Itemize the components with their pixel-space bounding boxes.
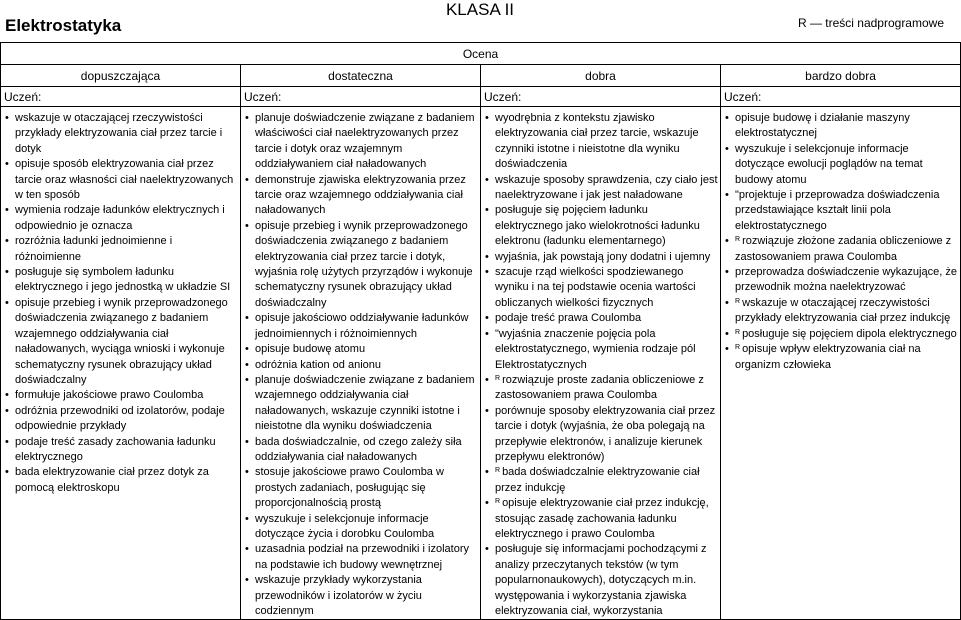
requirement-text: posługuje się symbolem ładunku elektrycznego i jego jednostką w układzie SI bbox=[15, 266, 231, 294]
requirements-list bbox=[244, 111, 478, 619]
requirement-text: rozróżnia ładunki jednoimienne i różnoimienne bbox=[15, 235, 173, 263]
requirement-item bbox=[484, 373, 718, 404]
requirement-text: wyodrębnia z kontekstu zjawisko elektryzowania ciał przez tarcie, wskazuje czynniki istotne i nieistotne dla wyniku doświadczenia bbox=[495, 112, 699, 171]
requirement-text: podaje treść zasady zachowania ładunku elektrycznego bbox=[15, 435, 216, 463]
requirement-item bbox=[244, 573, 478, 619]
requirement-text: wyjaśnia, jak powstają jony dodatni i ujemny bbox=[495, 250, 711, 263]
requirement-item bbox=[4, 157, 238, 203]
requirement-item bbox=[244, 342, 478, 357]
requirement-text: rozwiązuje proste zadania obliczeniowe z zastosowaniem prawa Coulomba bbox=[495, 373, 704, 402]
requirements-cell bbox=[481, 107, 721, 620]
page-title: Elektrostatyka bbox=[5, 16, 122, 35]
requirement-item bbox=[484, 203, 718, 249]
requirement-item bbox=[4, 435, 238, 466]
requirement-item bbox=[724, 188, 958, 234]
requirement-text: bada doświadczalnie elektryzowanie ciał przez indukcję bbox=[495, 466, 700, 494]
requirement-item bbox=[484, 111, 718, 173]
requirement-text: stosuje jakościowe prawo Coulomba w prostych zadaniach, posługując się proporcjonalnością prostą bbox=[255, 466, 444, 510]
requirement-text: szacuje rząd wielkości spodziewanego wyniku i na tej podstawie ocenia wartości obliczanych wielkości fizycznych bbox=[495, 266, 696, 309]
requirement-item bbox=[4, 111, 238, 157]
requirement-item bbox=[484, 327, 718, 373]
requirement-item bbox=[484, 250, 718, 265]
requirement-item bbox=[244, 512, 478, 543]
requirement-item bbox=[484, 173, 718, 204]
requirement-item bbox=[244, 219, 478, 311]
student-label: Uczeń: bbox=[721, 87, 961, 107]
level-header: dopuszczająca bbox=[1, 65, 241, 87]
requirement-item bbox=[724, 234, 958, 265]
level-header: dostateczna bbox=[241, 65, 481, 87]
requirement-item bbox=[724, 327, 958, 342]
grade-header: Ocena bbox=[1, 43, 961, 65]
level-header: bardzo dobra bbox=[721, 65, 961, 87]
requirement-item bbox=[244, 173, 478, 219]
requirement-text: uzasadnia podział na przewodniki i izolatory na podstawie ich budowy wewnętrznej bbox=[255, 543, 470, 571]
extracurricular-marker: R bbox=[495, 498, 501, 506]
requirements-list bbox=[4, 111, 238, 496]
requirement-text: "projektuje i przeprowadza doświadczenia przedstawiające kształt linii pola elektrostatycznego bbox=[735, 189, 940, 232]
requirement-item bbox=[4, 404, 238, 435]
requirement-text: podaje treść prawa Coulomba bbox=[495, 312, 642, 325]
requirements-cell bbox=[1, 107, 241, 620]
requirement-text: formułuje jakościowe prawo Coulomba bbox=[15, 389, 204, 402]
requirement-item bbox=[484, 311, 718, 326]
requirement-item bbox=[244, 111, 478, 173]
requirement-text: porównuje sposoby elektryzowania ciał przez tarcie i dotyk (wyjaśnia, że oba polegają na przepływie elektronów, i analizuje kierunek przepływu elektronów) bbox=[495, 404, 716, 463]
requirement-text: opisuje budowę atomu bbox=[255, 343, 366, 356]
requirement-item bbox=[724, 296, 958, 327]
requirement-item bbox=[244, 311, 478, 342]
requirement-item bbox=[244, 465, 478, 511]
requirement-item bbox=[724, 265, 958, 296]
requirement-item bbox=[4, 388, 238, 403]
requirement-text: opisuje elektryzowanie ciał przez indukcję, stosując zasadę zachowania ładunku elektrycznego i prawo Coulomba bbox=[495, 497, 709, 540]
legend-note: R — treści nadprogramowe bbox=[797, 16, 944, 30]
requirement-item bbox=[4, 234, 238, 265]
requirement-item bbox=[244, 373, 478, 435]
requirements-cell bbox=[721, 107, 961, 620]
student-label: Uczeń: bbox=[481, 87, 721, 107]
requirement-text: demonstruje zjawiska elektryzowania przez tarcie oraz wzajemnego oddziaływania ciał naładowanych bbox=[255, 173, 466, 217]
requirement-item bbox=[484, 404, 718, 466]
requirements-cell bbox=[241, 107, 481, 620]
requirement-text: posługuje się informacjami pochodzącymi z analizy przeczytanych tekstów (w tym popularnonaukowych), dotyczących m.in. występowania i wykorzystania zjawiska elektryzowania ciał, wykorzystania bbox=[495, 543, 707, 617]
requirement-text: posługuje się pojęciem dipola elektrycznego bbox=[742, 327, 957, 340]
requirement-text: wskazuje sposoby sprawdzenia, czy ciało jest naelektryzowane i jak jest naładowane bbox=[495, 173, 718, 202]
requirement-text: opisuje przebieg i wynik przeprowadzonego doświadczenia związanego z badaniem wzajemnego oddziaływania ciał naładowanych, wyciąga wnioski i wykonuje schematyczny rysunek obrazujący układ doświadczalny bbox=[15, 296, 228, 386]
level-header: dobra bbox=[481, 65, 721, 87]
extracurricular-marker: R bbox=[735, 328, 741, 336]
student-label: Uczeń: bbox=[241, 87, 481, 107]
requirement-text: bada elektryzowanie ciał przez dotyk za pomocą elektroskopu bbox=[15, 466, 209, 494]
requirement-item bbox=[724, 342, 958, 373]
requirement-text: wskazuje przykłady wykorzystania przewodników i izolatorów w życiu codziennym bbox=[255, 574, 422, 617]
requirement-text: planuje doświadczenie związane z badaniem wzajemnego oddziaływania ciał naładowanych, wskazuje czynniki istotne i nieistotne dla wyniku doświadczenia bbox=[255, 373, 475, 433]
requirement-item bbox=[484, 465, 718, 496]
extracurricular-marker: R bbox=[495, 374, 501, 382]
requirement-item bbox=[4, 296, 238, 388]
requirements-table bbox=[0, 42, 961, 620]
requirement-text: opisuje sposób elektryzowania ciał przez tarcie oraz własności ciał naelektryzowanych w ten sposób bbox=[15, 158, 234, 202]
requirement-item bbox=[244, 435, 478, 466]
requirement-text: przeprowadza doświadczenie wykazujące, że przewodnik można naelektryzować bbox=[735, 266, 957, 294]
class-title: KLASA II bbox=[445, 0, 515, 19]
requirements-list bbox=[484, 111, 718, 619]
requirement-text: opisuje wpływ elektryzowania ciał na organizm człowieka bbox=[735, 343, 921, 371]
requirement-item bbox=[244, 542, 478, 573]
requirement-text: odróżnia przewodniki od izolatorów, podaje odpowiednie przykłady bbox=[15, 404, 225, 433]
requirement-text: opisuje budowę i działanie maszyny elektrostatycznej bbox=[735, 112, 910, 140]
requirement-text: posługuje się pojęciem ładunku elektrycznego jako wielokrotności ładunku elektronu (ładunku elementarnego) bbox=[495, 204, 700, 248]
requirement-text: wskazuje w otaczającej rzeczywistości przykłady elektryzowania ciał przez indukcję bbox=[735, 296, 951, 325]
requirement-text: wyszukuje i selekcjonuje informacje dotyczące życia i dorobku Coulomba bbox=[255, 512, 435, 540]
requirement-item bbox=[484, 542, 718, 619]
requirement-text: opisuje przebieg i wynik przeprowadzonego doświadczenia związanego z badaniem elektryzowania ciał przez tarcie i dotyk, wyjaśnia rolę użytych przyrządów i wykonuje schematyczny rysunek obrazujący układ doświadczalny bbox=[255, 219, 473, 309]
requirement-text: "wyjaśnia znaczenie pojęcia pola elektrostatycznego, wymienia rodzaje pól Elektrostatycznych bbox=[495, 327, 696, 371]
requirement-text: odróżnia kation od anionu bbox=[255, 358, 381, 371]
requirement-text: rozwiązuje złożone zadania obliczeniowe z zastosowaniem prawa Coulomba bbox=[735, 235, 952, 263]
student-label: Uczeń: bbox=[1, 87, 241, 107]
requirement-item bbox=[484, 265, 718, 311]
extracurricular-marker: R bbox=[495, 467, 501, 475]
requirement-item bbox=[724, 111, 958, 142]
requirement-text: wskazuje w otaczającej rzeczywistości przykłady elektryzowania ciał przez tarcie i dotyk bbox=[15, 112, 223, 155]
requirement-text: wymienia rodzaje ładunków elektrycznych i odpowiednio je oznacza bbox=[15, 204, 225, 232]
requirement-item bbox=[4, 465, 238, 496]
requirement-item bbox=[724, 142, 958, 188]
requirement-item bbox=[4, 203, 238, 234]
requirements-list bbox=[724, 111, 958, 373]
extracurricular-marker: R bbox=[735, 297, 741, 305]
extracurricular-marker: R bbox=[735, 344, 741, 352]
requirement-text: planuje doświadczenie związane z badaniem właściwości ciał naelektryzowanych przez tarcie i dotyk oraz wzajemnym oddziaływaniem ciał naładowanych bbox=[255, 112, 475, 171]
requirement-text: opisuje jakościowo oddziaływanie ładunków jednoimiennych i różnoimiennych bbox=[255, 312, 469, 340]
requirement-item bbox=[244, 358, 478, 373]
requirement-item bbox=[484, 496, 718, 542]
requirement-text: bada doświadczalnie, od czego zależy siła oddziaływania ciał naładowanych bbox=[255, 435, 462, 463]
requirement-item bbox=[4, 265, 238, 296]
requirement-text: wyszukuje i selekcjonuje informacje dotyczące ewolucji poglądów na temat budowy atomu bbox=[735, 142, 923, 186]
extracurricular-marker: R bbox=[735, 236, 741, 244]
